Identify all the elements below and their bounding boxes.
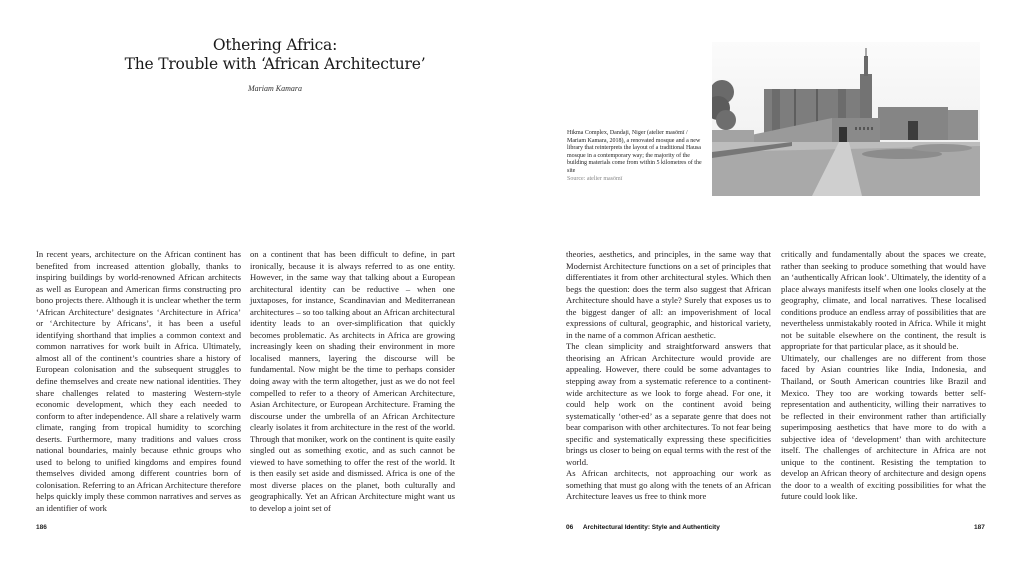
paragraph: critically and fundamentally about the spaces we create, rather than seeking to produce something that would have an ‘authentically African look’. Ultimately, the identity of a place always manifests itself when one looks closely at the geography, climate, and local narratives. These localised conditions produce an endless array of possibilities that are nevertheless unmistakably rooted in Africa. While it might not be suitable elsewhere on the continent, the result is appropriate for that particular place, as it should be. <box>781 249 986 352</box>
photo-illustration <box>712 42 980 196</box>
chapter-title: Architectural Identity: Style and Authenticity <box>582 524 720 531</box>
caption-source: Source: atelier masōmī <box>567 175 623 182</box>
paragraph: In recent years, architecture on the African continent has benefited from increased attention globally, thanks to inspiring buildings by world-renowned African architects as well as European and American firms constructing pro bono projects there. Although it is unclear whether the term ‘African Architecture’ designates ‘Architecture in Africa’ or ‘Architecture by Africans’, it has been a useful identifying shorthand that implies a common context and common narratives for work built in Africa. Ultimately, almost all of the continent’s countries share a history of European colonisation and the subsequent struggles to define themselves and create new national identities. They share challenges related to mastering Western-style economic development, which they each needed to conform to after independence. All share a relatively warm climate, ranging from tropical humidity to scorching deserts. Furthermore, many traditions and values cross national boundaries, mainly because ethnic groups who used to belong to unified kingdoms and empires found themselves divided among different countries born of colonisation. Referring to an African Architecture therefore helps quickly imply these common narratives and serves as an identifier of work <box>36 249 241 514</box>
paragraph: The clean simplicity and straightforward answers that theorising an African Architecture would provide are appealing. However, there could be some advantages to stepping away from a systematic reference to a continent-wide architecture as we look to forge ahead. For one, it could help work on the continent avoid being systematically ‘other-ed’ as a separate genre that does not bear comparison with other architectures. To not fear being specific and systematically expressing these specificities brings us closer to being on equal terms with the rest of the world. <box>566 341 771 467</box>
paragraph: Ultimately, our challenges are no different from those faced by Asian countries like India, Indonesia, and Thailand, or South American countries like Brazil and Mexico. They too are working towards better self-representation and authenticity, willing their narratives to be reflected in their environment rather than artificially superimposing aesthetics that have more to do with a subjective idea of ‘development’ than with architecture itself. The challenges of architecture in Africa are not unique to the continent. Resisting the temptation to develop an African theory of architecture and design opens the door to a wealth of exciting possibilities for what the future could look like. <box>781 352 986 502</box>
chapter-number: 06 <box>566 524 574 531</box>
text-column-1 <box>36 249 241 515</box>
paragraph: theories, aesthetics, and principles, in the same way that Modernist Architecture functions on a set of principles that differentiates it from other architectural styles. Which then begs the question: does the term also suggest that African Architecture should have a style? Surely that exposes us to the biggest danger of all: an impoverishment of local expressions of cultural, geographic, and historical variety, in the name of a common African aesthetic. <box>566 249 771 340</box>
article-header <box>100 36 450 93</box>
figure-caption <box>567 130 707 183</box>
paragraph: As African architects, not approaching our work as something that must go along with the tenets of an African Architecture leaves us free to think more <box>566 468 771 502</box>
caption-text: Hikma Complex, Dandaji, Niger (atelier masōmī / Mariam Kamara, 2018), a renovated mosque and a new library that reinterprets the layout of a traditional Hausa mosque in a contemporary way; the majority of the building materials come from within 5 kilometres of the site <box>567 130 702 174</box>
article-author: Mariam Kamara <box>247 84 302 93</box>
text-column-3 <box>566 249 771 503</box>
text-column-4 <box>781 249 986 503</box>
text-column-2 <box>250 249 455 515</box>
hikma-complex-photo <box>712 42 980 196</box>
page-number-left: 186 <box>36 524 47 531</box>
paragraph: on a continent that has been difficult to define, in part ironically, because it is always referred to as one entity. However, in the same way that talking about a European architectural identity can be reductive – when one juxtaposes, for instance, Scandinavian and Mediterranean architectures – so too talking about an African architectural identity leads to an over-simplification that quickly becomes problematic. As architects in Africa are growing increasingly keen on shading their environment in more localised manners, layering the discourse will be fundamental. Now might be the time to perhaps consider doing away with the term altogether, just as we do not feel compelled to refer to a theory of American Architecture, Asian Architecture, or European Architecture. Framing the discourse under the umbrella of an African Architecture clearly isolates it from architecture in the rest of the world. Through that moniker, work on the continent is quite easily singled out as something exotic, and as such cannot be viewed to have something to offer the rest of the world. It is then easily set aside and dismissed. Africa is one of the most diverse places on the planet, both culturally and geographically. Yet an African Architecture might want us to develop a joint set of <box>250 249 455 514</box>
article-title-line-1: Othering Africa: <box>212 36 338 54</box>
page-number-right: 187 <box>974 524 985 531</box>
article-title-line-2: The Trouble with ‘African Architecture’ <box>124 55 426 73</box>
running-footer <box>566 524 720 531</box>
